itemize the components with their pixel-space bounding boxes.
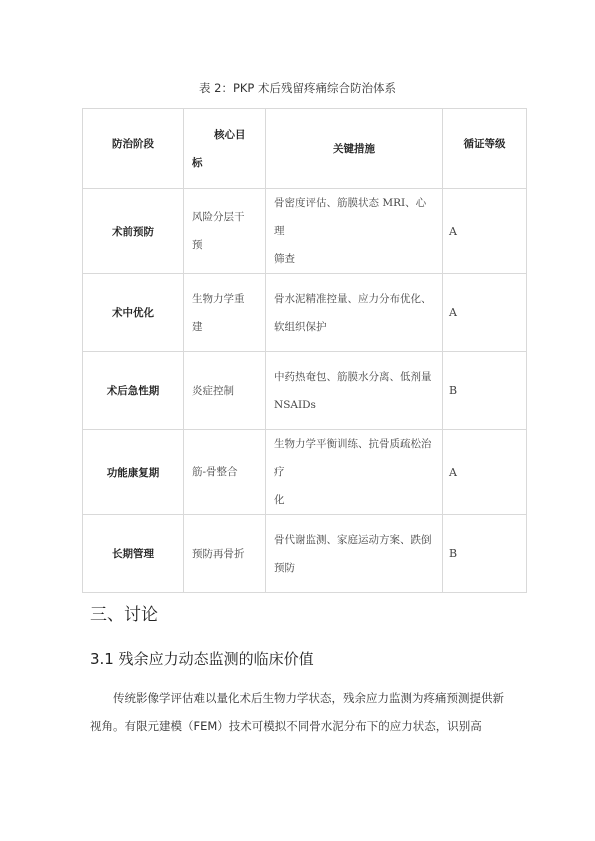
- table-row: [83, 352, 527, 430]
- header-goal-line1: 核心目: [214, 128, 246, 141]
- evidence-level-cell: A: [443, 274, 527, 352]
- paragraph-line: 新视角。有限元建模（FEM）技术可模拟不同骨水泥分布下的应力状态，识别高: [90, 691, 504, 733]
- measures-cell: [266, 189, 443, 274]
- stage-cell: 术前预防: [83, 189, 184, 274]
- stage-cell: 功能康复期: [83, 430, 184, 515]
- prevention-table: [82, 108, 527, 593]
- measures-line: 预防: [274, 561, 295, 574]
- goal-line: 炎症控制: [192, 384, 234, 397]
- goal-line: 建: [192, 320, 203, 333]
- evidence-level-cell: A: [443, 430, 527, 515]
- table-row: [83, 274, 527, 352]
- measures-line: NSAIDs: [274, 398, 316, 411]
- evidence-level-cell: B: [443, 352, 527, 430]
- stage-cell: 术后急性期: [83, 352, 184, 430]
- measures-line: 软组织保护: [274, 320, 327, 333]
- table-header-row: [83, 109, 527, 189]
- measures-line: 筛查: [274, 253, 295, 265]
- table-row: [83, 515, 527, 593]
- goal-line: 生物力学重: [192, 292, 245, 305]
- evidence-level-cell: A: [443, 189, 527, 274]
- measures-cell: [266, 430, 443, 515]
- evidence-level-cell: B: [443, 515, 527, 593]
- measures-line: 中药热奄包、筋膜水分离、低剂量: [274, 370, 432, 383]
- table-row: [83, 189, 527, 274]
- measures-cell: [266, 352, 443, 430]
- stage-cell: 长期管理: [83, 515, 184, 593]
- body-paragraph: [90, 684, 510, 740]
- goal-line: 风险分层干: [192, 211, 245, 223]
- goal-cell: [184, 189, 266, 274]
- subsection-heading: 3.1 残余应力动态监测的临床价值: [90, 650, 314, 668]
- header-measures: 关键措施: [266, 109, 443, 189]
- measures-line: 骨密度评估、筋膜状态 MRI、心理: [274, 197, 427, 237]
- measures-line: 骨代谢监测、家庭运动方案、跌倒: [274, 533, 432, 546]
- header-goal-line2: 标: [192, 156, 203, 169]
- section-heading: 三、讨论: [90, 605, 158, 625]
- stage-cell: 术中优化: [83, 274, 184, 352]
- goal-cell: [184, 430, 266, 515]
- header-stage: 防治阶段: [83, 109, 184, 189]
- measures-cell: [266, 515, 443, 593]
- header-evidence-level: 循证等级: [443, 109, 527, 189]
- measures-cell: [266, 274, 443, 352]
- table-caption: 表 2：PKP 术后残留疼痛综合防治体系: [198, 81, 397, 95]
- header-goal: [184, 109, 266, 189]
- measures-line: 化: [274, 494, 285, 506]
- table-row: [83, 430, 527, 515]
- goal-cell: [184, 515, 266, 593]
- goal-line: 筋-骨整合: [192, 466, 238, 478]
- measures-line: 骨水泥精准控量、应力分布优化、: [274, 292, 432, 305]
- measures-line: 生物力学平衡训练、抗骨质疏松治疗: [274, 438, 432, 478]
- goal-cell: [184, 352, 266, 430]
- paragraph-line: 传统影像学评估难以量化术后生物力学状态，残余应力监测为疼痛预测提供: [113, 691, 493, 705]
- goal-cell: [184, 274, 266, 352]
- goal-line: 预: [192, 239, 203, 251]
- goal-line: 预防再骨折: [192, 547, 245, 560]
